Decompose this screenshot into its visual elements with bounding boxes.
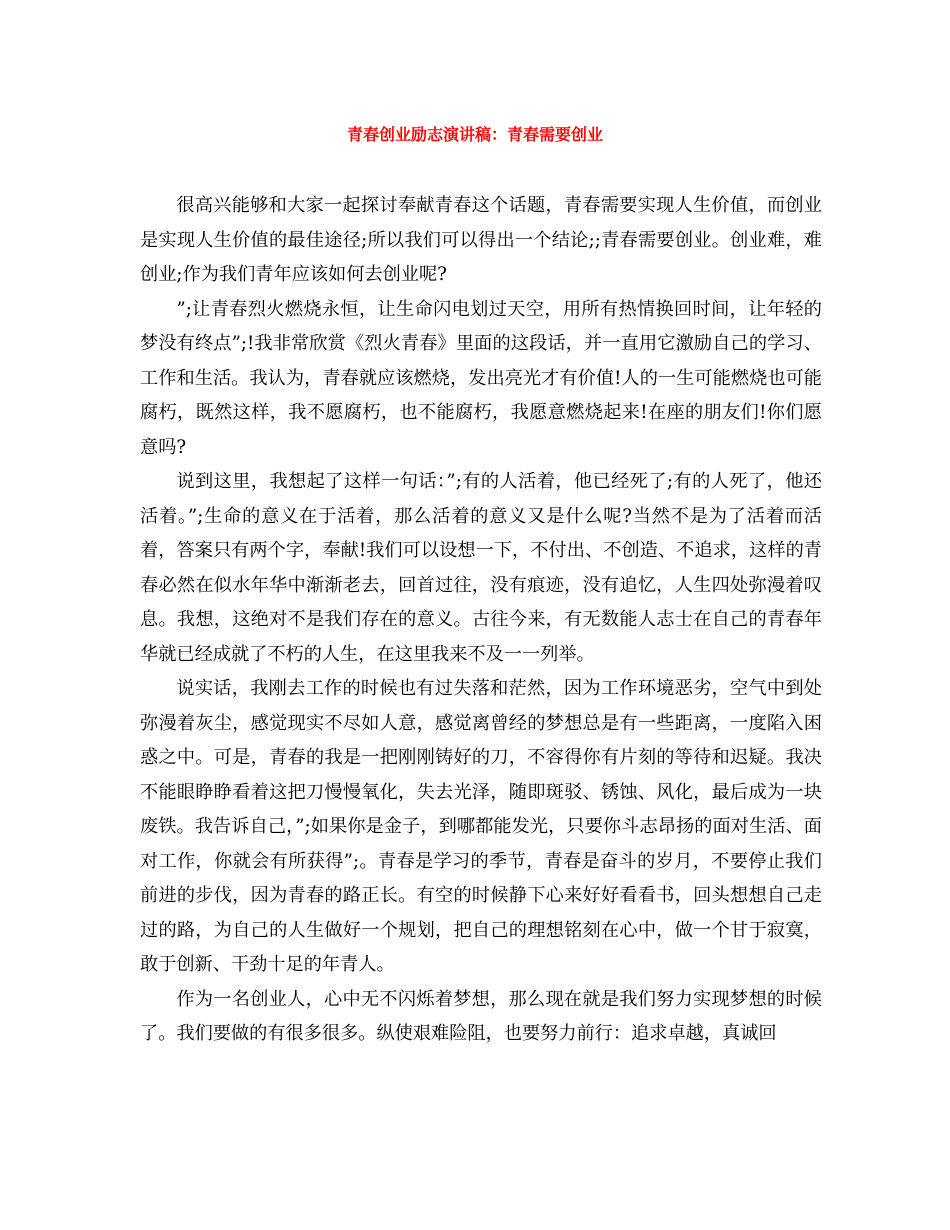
paragraph-2: ”;让青春烈火燃烧永恒，让生命闪电划过天空，用所有热情换回时间，让年轻的梦没有终点”;!我非常欣赏《烈火青春》里面的这段话，并一直用它激励自己的学习、工作和生活。我认为，青春就应该燃烧，发出亮光才有价值!人的一生可能燃烧也可能腐朽，既然这样，我不愿腐朽，也不能腐朽，我愿意燃烧起来!在座的朋友们!你们愿意吗? bbox=[140, 298, 822, 458]
document-title: 青春创业励志演讲稿：青春需要创业 bbox=[346, 125, 603, 144]
document-body bbox=[140, 189, 822, 1052]
paragraph-5: 作为一名创业人，心中无不闪烁着梦想，那么现在就是我们努力实现梦想的时候了。我们要做的有很多很多。纵使艰难险阻，也要努力前行：追求卓越，真诚回 bbox=[140, 988, 822, 1044]
paragraph-1: 很高兴能够和大家一起探讨奉献青春这个话题，青春需要实现人生价值，而创业是实现人生价值的最佳途径;所以我们可以得出一个结论;;青春需要创业。创业难，难创业;作为我们青年应该如何去创业呢? bbox=[140, 195, 822, 285]
paragraph-4: 说实话，我刚去工作的时候也有过失落和茫然，因为工作环境恶劣，空气中到处弥漫着灰尘，感觉现实不尽如人意，感觉离曾经的梦想总是有一些距离，一度陷入困惑之中。可是，青春的我是一把刚刚铸好的刀，不容得你有片刻的等待和迟疑。我决不能眼睁睁看着这把刀慢慢氧化，失去光泽，随即斑驳、锈蚀、风化，最后成为一块废铁。我告诉自己，”;如果你是金子，到哪都能发光，只要你斗志昂扬的面对生活、面对工作，你就会有所获得”;。青春是学习的季节，青春是奋斗的岁月，不要停止我们前进的步伐，因为青春的路正长。有空的时候静下心来好好看看书，回头想想自己走过的路，为自己的人生做好一个规划，把自己的理想铭刻在心中，做一个甘于寂寞，敢于创新、干劲十足的年青人。 bbox=[140, 678, 822, 975]
paragraph-3: 说到这里，我想起了这样一句话：”;有的人活着，他已经死了;有的人死了，他还活着。”;生命的意义在于活着，那么活着的意义又是什么呢?当然不是为了活着而活着，答案只有两个字，奉献!我们可以设想一下，不付出、不创造、不追求，这样的青春必然在似水年华中渐渐老去，回首过往，没有痕迹，没有追忆，人生四处弥漫着叹息。我想，这绝对不是我们存在的意义。古往今来，有无数能人志士在自己的青春年华就已经成就了不朽的人生，在这里我来不及一一列举。 bbox=[140, 471, 822, 665]
